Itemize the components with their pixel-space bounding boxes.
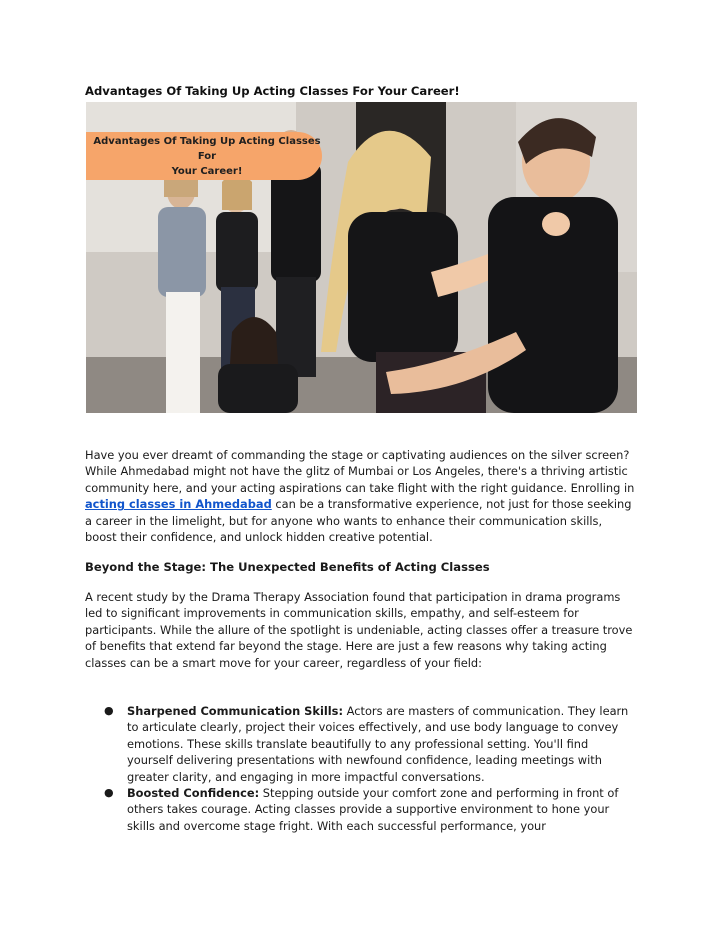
page-title: Advantages Of Taking Up Acting Classes For Your Career! [85, 84, 460, 98]
hero-image [86, 102, 637, 413]
section-paragraph: A recent study by the Drama Therapy Association found that participation in drama programs led to significant improvements in communication skills, empathy, and self-esteem for participants. While the allure of the spotlight is undeniable, acting classes offer a treasure trove of benefits that extend far beyond the stage. Here are just a few reasons why taking acting classes can be a smart move for your career, regardless of your field: [85, 590, 633, 670]
benefit-label: Boosted Confidence: [127, 786, 260, 801]
intro-text-after-link: can be a transformative experience, not just for those seeking a career in the limelight, but for anyone who wants to enhance their communication skills, boost their confidence, and unlock hidden creative potential. [85, 497, 632, 545]
benefit-text: Stepping outside your comfort zone and performing in front of others takes courage. Acting classes provide a supportive environment to hone your skills and overcome stage fright. With each successful performance, your [127, 786, 619, 833]
list-item [85, 785, 637, 834]
intro-paragraph [85, 447, 635, 545]
bullet-icon: ● [104, 704, 114, 717]
benefit-text: Actors are masters of communication. They learn to articulate clearly, project their voices effectively, and use body language to convey emotions. These skills translate beautifully to any professional setting. You'll find yourself delivering presentations with newfound confidence, leading meetings with greater clarity, and engaging in more impactful conversations. [127, 704, 629, 784]
hero-banner [86, 132, 322, 180]
list-item [85, 703, 637, 785]
hero-banner-line2: Your Career! [171, 165, 243, 177]
benefit-label: Sharpened Communication Skills: [127, 704, 344, 718]
intro-text-before-link: Have you ever dreamt of commanding the stage or captivating audiences on the silver screen? While Ahmedabad might not have the glitz of Mumbai or Los Angeles, there's a thriving artistic community here, and your acting aspirations can take flight with the right guidance. Enrolling in [85, 448, 635, 495]
hero-banner-line1: Advantages Of Taking Up Acting Classes For [93, 135, 321, 162]
acting-classes-link[interactable]: acting classes in Ahmedabad [85, 497, 272, 512]
section-heading: Beyond the Stage: The Unexpected Benefits of Acting Classes [85, 560, 490, 574]
benefits-list [85, 703, 637, 834]
bullet-icon: ● [104, 786, 114, 800]
